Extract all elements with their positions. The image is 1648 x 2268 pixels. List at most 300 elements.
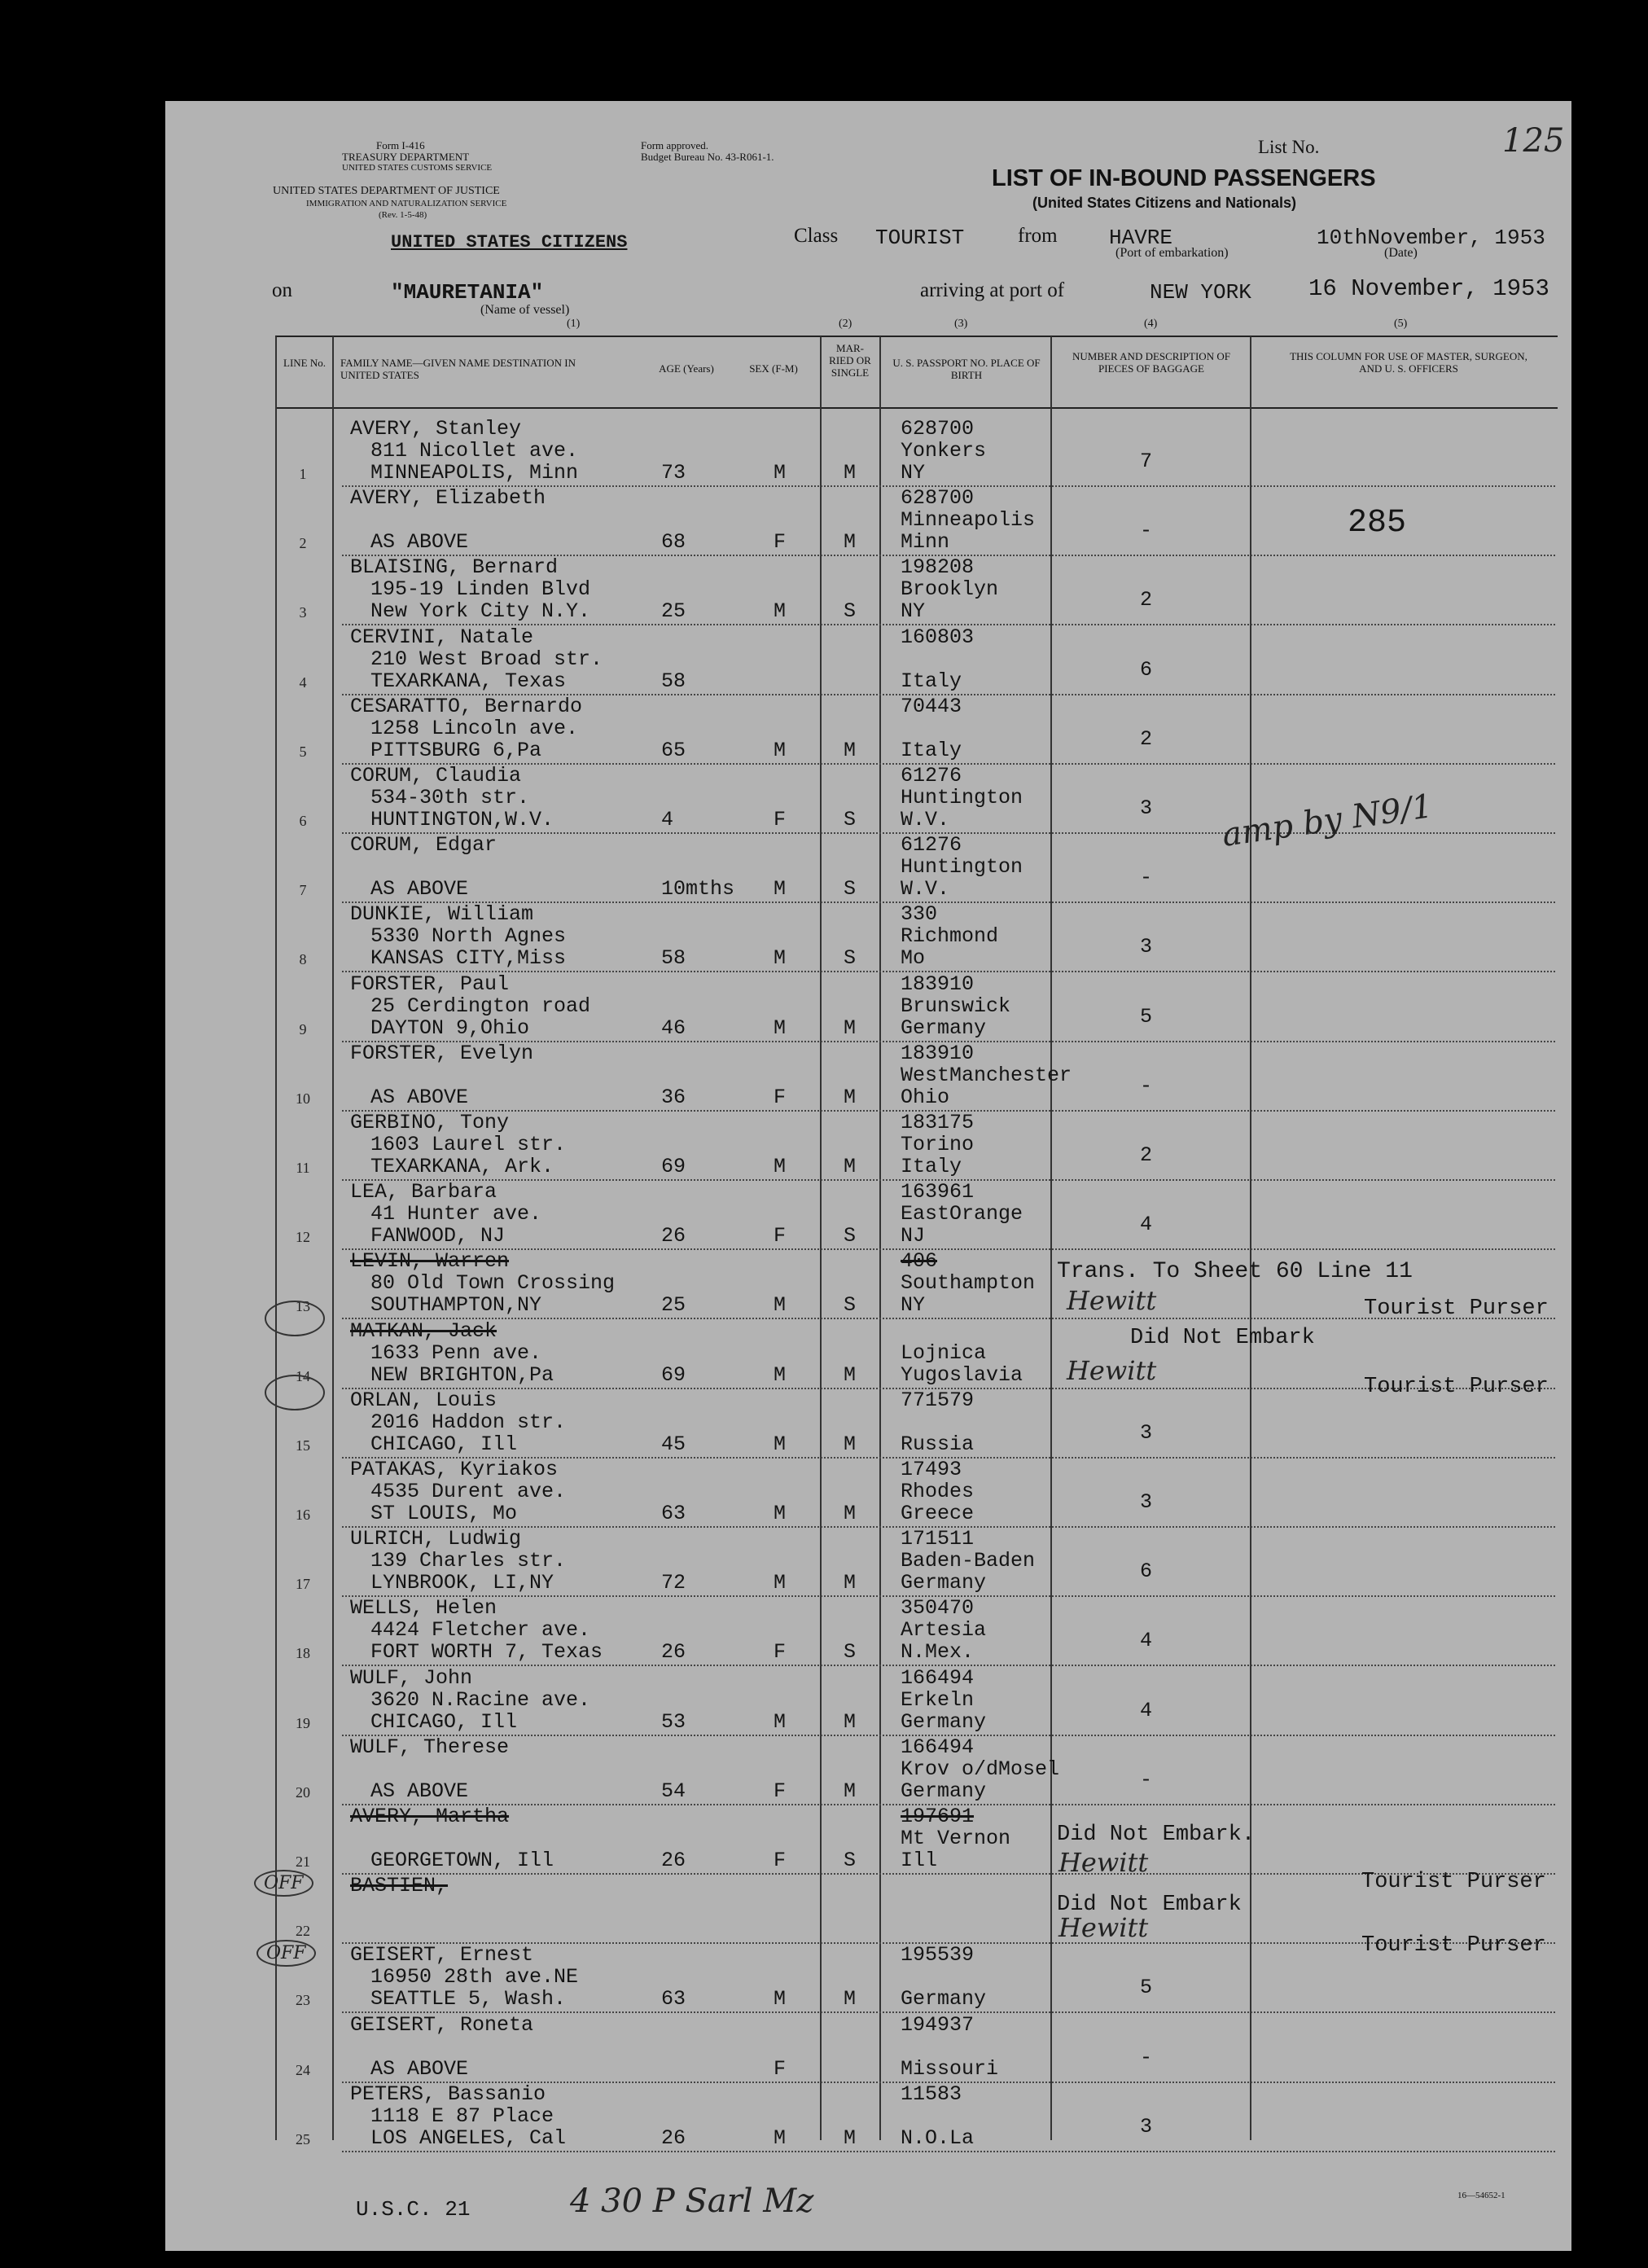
row-sex: F — [774, 1849, 787, 1872]
purser-4: Tourist Purser — [1361, 1933, 1546, 1958]
pencil-note: 4 30 P Sarl Mz — [570, 2182, 814, 2220]
row-ms: M — [844, 1987, 857, 2011]
purser-1: Tourist Purser — [1364, 1296, 1549, 1321]
row-n1: ULRICH, Ludwig — [350, 1527, 522, 1551]
row-p1: 330 — [901, 902, 938, 927]
row-p3: Mo — [901, 946, 926, 971]
row-line-no: 11 — [296, 1160, 310, 1176]
header-line-no: LINE No. — [283, 357, 326, 369]
row-sex: M — [774, 877, 787, 901]
row-n3: CHICAGO, Ill — [370, 1432, 518, 1456]
row-p3: Yugoslavia — [901, 1362, 1023, 1387]
row-p1: 197691 — [901, 1805, 975, 1828]
footer-form: U.S.C. 21 — [356, 2197, 471, 2222]
table-top-rule — [275, 336, 1558, 337]
row-p1: 194937 — [901, 2012, 975, 2037]
row-p1: 171511 — [901, 1527, 975, 1551]
row-age: 73 — [661, 461, 686, 485]
row-n2: 80 Old Town Crossing — [370, 1271, 616, 1296]
row-age: 72 — [661, 1571, 686, 1595]
row-ms: M — [844, 1571, 857, 1595]
row-n2: 3620 N.Racine ave. — [370, 1687, 591, 1712]
row-sex: M — [774, 1293, 787, 1318]
row-bag: 3 — [1140, 1490, 1153, 1514]
row-p2: Erkeln — [901, 1687, 975, 1712]
row-sex: F — [774, 1224, 787, 1248]
row-bag: 4 — [1140, 1698, 1153, 1722]
row-n1: AVERY, Stanley — [350, 417, 522, 441]
row-p3: Italy — [901, 669, 962, 693]
dept-treasury: TREASURY DEPARTMENT — [342, 151, 470, 163]
row-p2: Torino — [901, 1133, 975, 1156]
row-n1: AVERY, Elizabeth — [350, 486, 546, 511]
row-p3: Germany — [901, 1571, 987, 1595]
row-line-no: 6 — [299, 813, 307, 829]
row-n3: AS ABOVE — [370, 1085, 469, 1109]
row-line-no: 3 — [299, 604, 307, 621]
row-p3: Ohio — [901, 1085, 950, 1109]
row-age: 63 — [661, 1502, 686, 1525]
row-n3: SEATTLE 5, Wash. — [370, 1987, 567, 2011]
row-ms: M — [844, 1155, 857, 1178]
row-n1: BASTIEN, — [350, 1874, 449, 1898]
row-sex: M — [774, 1155, 787, 1178]
row-p1: 183910 — [901, 972, 975, 996]
row-p1: 166494 — [901, 1665, 975, 1690]
row-bag: - — [1140, 866, 1153, 890]
row-n3: DAYTON 9,Ohio — [370, 1016, 530, 1040]
row-bag: 2 — [1140, 726, 1153, 751]
row-age: 63 — [661, 1987, 686, 2011]
row-sex: M — [774, 2125, 787, 2150]
col-num-3: (3) — [954, 318, 968, 330]
row-bag: 5 — [1140, 1976, 1153, 2000]
row-separator — [342, 1248, 1555, 1250]
did-not-embark-3: Did Not Embark — [1057, 1893, 1242, 1917]
row-p2: Baden-Baden — [901, 1549, 1036, 1573]
row-line-no: 21 — [296, 1853, 310, 1870]
row-n2: 195-19 Linden Blvd — [370, 577, 591, 602]
row-n1: PETERS, Bassanio — [350, 2082, 546, 2106]
row-bag: 6 — [1140, 657, 1153, 682]
row-n1: CERVINI, Natale — [350, 625, 534, 649]
row-n1: CESARATTO, Bernardo — [350, 694, 583, 718]
row-n2: 4535 Durent ave. — [370, 1480, 567, 1503]
row-sex: M — [774, 1987, 787, 2011]
vessel-caption: (Name of vessel) — [480, 303, 570, 317]
row-line-no: 10 — [296, 1090, 310, 1107]
row-n1: LEVIN, Warren — [350, 1249, 510, 1274]
row-bag: 4 — [1140, 1213, 1153, 1237]
purser-2: Tourist Purser — [1364, 1375, 1549, 1399]
row-ms: M — [844, 1016, 857, 1040]
col-divider — [1250, 336, 1251, 2140]
row-line-no: 16 — [296, 1507, 310, 1523]
row-p2: Minneapolis — [901, 508, 1036, 533]
row-p2: Huntington — [901, 855, 1023, 880]
row-n2: 25 Cerdington road — [370, 994, 591, 1018]
trans-note: Trans. To Sheet 60 Line 11 — [1057, 1259, 1413, 1284]
row-line-no: 5 — [299, 743, 307, 760]
list-no-value: 125 — [1502, 122, 1565, 160]
col-divider — [332, 336, 334, 2140]
row-ms: S — [844, 599, 857, 624]
row-line-no: 25 — [296, 2130, 310, 2147]
row-line-no: 14 — [296, 1367, 310, 1384]
form-id: Form I-416 — [376, 139, 425, 151]
row-line-no: 4 — [299, 673, 307, 691]
row-p1: 163961 — [901, 1180, 975, 1204]
row-n1: BLAISING, Bernard — [350, 555, 559, 580]
row-p1: 771579 — [901, 1388, 975, 1412]
row-n3: SOUTHAMPTON,NY — [370, 1293, 542, 1318]
row-n3: AS ABOVE — [370, 1779, 469, 1803]
signature: Hewitt — [1058, 1912, 1149, 1943]
row-age: 25 — [661, 599, 686, 624]
row-age: 58 — [661, 946, 686, 971]
row-line-no: 13 — [296, 1298, 310, 1315]
from-value: HAVRE — [1109, 226, 1173, 250]
row-p3: Germany — [901, 1779, 987, 1803]
row-line-no: 17 — [296, 1576, 310, 1593]
row-n2: 210 West Broad str. — [370, 647, 603, 671]
row-n3: NEW BRIGHTON,Pa — [370, 1362, 554, 1387]
row-age: 45 — [661, 1432, 686, 1456]
row-sex: M — [774, 1571, 787, 1595]
row-n3: PITTSBURG 6,Pa — [370, 738, 542, 762]
did-not-embark-2: Did Not Embark. — [1057, 1823, 1256, 1847]
row-age: 53 — [661, 1709, 686, 1734]
row-age: 68 — [661, 530, 686, 555]
from-label: from — [1018, 225, 1058, 247]
row-ms: M — [844, 461, 857, 485]
row-sex: M — [774, 738, 787, 762]
signature: Hewitt — [1067, 1285, 1157, 1316]
row-n1: ORLAN, Louis — [350, 1388, 497, 1412]
row-p3: W.V. — [901, 877, 950, 901]
row-n1: FORSTER, Evelyn — [350, 1041, 534, 1065]
row-p2: EastOrange — [901, 1202, 1023, 1226]
row-p3: NY — [901, 461, 926, 485]
col-divider — [820, 336, 822, 2140]
row-p3: Germany — [901, 1987, 987, 2011]
row-bag: 3 — [1140, 1420, 1153, 1445]
row-line-no: 20 — [296, 1783, 310, 1801]
row-n3: KANSAS CITY,Miss — [370, 946, 567, 971]
row-sex: M — [774, 1502, 787, 1525]
row-age: 58 — [661, 669, 686, 693]
budget-bureau: Budget Bureau No. 43-R061-1. — [641, 151, 774, 163]
row-age: 46 — [661, 1016, 686, 1040]
class-label: Class — [794, 225, 839, 247]
row-bag: 3 — [1140, 935, 1153, 959]
row-age: 54 — [661, 1779, 686, 1803]
dept-justice: UNITED STATES DEPARTMENT OF JUSTICE — [273, 185, 500, 197]
row-p1: 628700 — [901, 417, 975, 441]
row-p1: 166494 — [901, 1735, 975, 1759]
row-n2: 1258 Lincoln ave. — [370, 716, 579, 740]
row-p1: 406 — [901, 1249, 938, 1274]
row-n1: FORSTER, Paul — [350, 972, 510, 996]
row-n1: LEA, Barbara — [350, 1180, 497, 1204]
row-bag: - — [1140, 2045, 1153, 2069]
form-approved: Form approved. — [641, 139, 709, 151]
row-ms: M — [844, 1362, 857, 1387]
row-p1: 11583 — [901, 2082, 962, 2106]
signature: Hewitt — [1067, 1355, 1157, 1386]
row-line-no: 19 — [296, 1714, 310, 1731]
row-sex: F — [774, 2056, 787, 2081]
row-age: 65 — [661, 738, 686, 762]
row-n2: 5330 North Agnes — [370, 924, 567, 949]
row-p2: Huntington — [901, 786, 1023, 809]
page-title: LIST OF IN-BOUND PASSENGERS — [992, 165, 1376, 191]
row-p2: Rhodes — [901, 1480, 975, 1503]
arriving-port: NEW YORK — [1150, 280, 1251, 305]
row-p1: 61276 — [901, 764, 962, 787]
row-age: 25 — [661, 1293, 686, 1318]
row-n1: AVERY, Martha — [350, 1805, 510, 1828]
off-mark-1: OFF — [254, 1870, 313, 1897]
row-n1: WULF, John — [350, 1665, 473, 1690]
row-p2: Lojnica — [901, 1340, 987, 1365]
purser-3: Tourist Purser — [1361, 1870, 1546, 1894]
row-n2: 41 Hunter ave. — [370, 1202, 542, 1226]
row-n3: AS ABOVE — [370, 2056, 469, 2081]
row-ms: M — [844, 1085, 857, 1109]
row-separator — [342, 2151, 1555, 2152]
row-p1: 70443 — [901, 694, 962, 718]
row-ms: S — [844, 1640, 857, 1665]
row-p3: Russia — [901, 1432, 975, 1456]
row-sex: M — [774, 1362, 787, 1387]
row-bag: 3 — [1140, 796, 1153, 820]
row-line-no: 7 — [299, 882, 307, 899]
row-bag: - — [1140, 1767, 1153, 1792]
row-sex: F — [774, 1640, 787, 1665]
header-bottom-rule — [275, 407, 1558, 409]
row-sex: M — [774, 461, 787, 485]
row-age: 36 — [661, 1085, 686, 1109]
row-p3: Minn — [901, 530, 950, 555]
row-p3: NJ — [901, 1224, 926, 1248]
on-label: on — [272, 279, 292, 301]
row-line-no: 18 — [296, 1645, 310, 1662]
header-married: MAR-RIED OR SINGLE — [829, 342, 871, 379]
row-bag: 5 — [1140, 1004, 1153, 1029]
dept-ins: IMMIGRATION AND NATURALIZATION SERVICE — [306, 199, 507, 208]
col-divider — [1050, 336, 1052, 2140]
row-bag: 6 — [1140, 1560, 1153, 1584]
row-line-no: 15 — [296, 1437, 310, 1454]
did-not-embark-1: Did Not Embark — [1130, 1326, 1315, 1350]
row-n3: MINNEAPOLIS, Minn — [370, 461, 579, 485]
row-n2: 534-30th str. — [370, 786, 530, 809]
row-bag: 4 — [1140, 1629, 1153, 1653]
row-bag: 2 — [1140, 588, 1153, 612]
date-caption: (Date) — [1384, 246, 1418, 260]
row-p3: NY — [901, 599, 926, 624]
row-ms: M — [844, 1779, 857, 1803]
row-p2: Artesia — [901, 1618, 987, 1643]
row-ms: M — [844, 1502, 857, 1525]
col-num-2: (2) — [839, 318, 852, 330]
list-no-label: List No. — [1258, 137, 1320, 157]
row-p3: N.Mex. — [901, 1640, 975, 1665]
signature: Hewitt — [1058, 1847, 1149, 1878]
row-n3: AS ABOVE — [370, 877, 469, 901]
row-ms: S — [844, 808, 857, 831]
row-p3: Italy — [901, 1155, 962, 1178]
row-p1: 17493 — [901, 1458, 962, 1481]
row-bag: 2 — [1140, 1143, 1153, 1167]
row-age: 10mths — [661, 877, 735, 901]
row-ms: M — [844, 738, 857, 762]
row-ms: S — [844, 946, 857, 971]
circle-mark — [265, 1301, 325, 1336]
row-sex: F — [774, 1779, 787, 1803]
row-sex: M — [774, 1709, 787, 1734]
row-sex: F — [774, 530, 787, 555]
row-n1: GEISERT, Roneta — [350, 2012, 534, 2037]
page-subtitle: (United States Citizens and Nationals) — [1032, 195, 1297, 211]
row-age: 26 — [661, 2125, 686, 2150]
row-n3: ST LOUIS, Mo — [370, 1502, 518, 1525]
row-ms: M — [844, 1432, 857, 1456]
row-ms: S — [844, 1849, 857, 1872]
row-p2: Brooklyn — [901, 577, 999, 602]
departure-date: 10thNovember, 1953 — [1317, 226, 1545, 250]
row-line-no: 8 — [299, 951, 307, 968]
row-n1: GEISERT, Ernest — [350, 1943, 534, 1968]
row-n3: AS ABOVE — [370, 530, 469, 555]
row-p1: 198208 — [901, 555, 975, 580]
row-p2: WestManchester — [901, 1063, 1072, 1087]
footer-code: 16—54652-1 — [1457, 2191, 1506, 2200]
row-p1: 628700 — [901, 486, 975, 511]
row-sex: F — [774, 808, 787, 831]
header-age: AGE (Years) — [659, 362, 714, 375]
header-sex: SEX (F-M) — [749, 362, 798, 375]
row-p1: 350470 — [901, 1596, 975, 1621]
circle-mark — [265, 1375, 325, 1410]
row-n2: 2016 Haddon str. — [370, 1410, 567, 1434]
class-value: TOURIST — [875, 226, 965, 250]
row-sex: M — [774, 599, 787, 624]
row-line-no: 24 — [296, 2061, 310, 2078]
row-sex: M — [774, 946, 787, 971]
row-bag: 7 — [1140, 450, 1153, 473]
amp-note: amp by N9/1 — [1220, 787, 1435, 854]
col-num-4: (4) — [1144, 318, 1158, 330]
row-n3: FANWOOD, NJ — [370, 1224, 506, 1248]
row-n3: GEORGETOWN, Ill — [370, 1849, 554, 1872]
row-age: 69 — [661, 1155, 686, 1178]
header-passport: U. S. PASSPORT NO. PLACE OF BIRTH — [892, 357, 1041, 381]
row-n2: 139 Charles str. — [370, 1549, 567, 1573]
row-p1: 183910 — [901, 1041, 975, 1065]
vessel-name: "MAURETANIA" — [391, 280, 544, 305]
row-n3: FORT WORTH 7, Texas — [370, 1640, 603, 1665]
row-p2: Mt Vernon — [901, 1827, 1011, 1850]
row-p3: Germany — [901, 1016, 987, 1040]
row-age: 26 — [661, 1224, 686, 1248]
form-revision: (Rev. 1-5-48) — [379, 210, 427, 220]
row-n1: CORUM, Claudia — [350, 764, 522, 787]
row-n3: TEXARKANA, Texas — [370, 669, 567, 693]
row-n3: LOS ANGELES, Cal — [370, 2125, 567, 2150]
row-n3: CHICAGO, Ill — [370, 1709, 518, 1734]
row-ms: M — [844, 530, 857, 555]
col-num-1: (1) — [567, 318, 581, 330]
row-p3: Italy — [901, 738, 962, 762]
arriving-label: arriving at port of — [920, 279, 1065, 301]
row-p3: NY — [901, 1293, 926, 1318]
row-n2: 4424 Fletcher ave. — [370, 1618, 591, 1643]
count-note: 285 — [1348, 505, 1407, 542]
row-n3: LYNBROOK, LI,NY — [370, 1571, 554, 1595]
row-p1: 160803 — [901, 625, 975, 649]
row-age: 69 — [661, 1362, 686, 1387]
row-line-no: 22 — [296, 1923, 310, 1940]
row-p3: Greece — [901, 1502, 975, 1525]
row-n3: TEXARKANA, Ark. — [370, 1155, 554, 1178]
row-p2: Southampton — [901, 1271, 1036, 1296]
row-n1: GERBINO, Tony — [350, 1111, 510, 1134]
row-n1: WELLS, Helen — [350, 1596, 497, 1621]
row-n2: 1118 E 87 Place — [370, 2103, 554, 2128]
row-p3: Germany — [901, 1709, 987, 1734]
row-p2: Brunswick — [901, 994, 1011, 1018]
row-line-no: 1 — [299, 466, 307, 482]
row-p3: Missouri — [901, 2056, 999, 2081]
row-n1: WULF, Therese — [350, 1735, 510, 1759]
row-n2: 811 Nicollet ave. — [370, 439, 579, 463]
row-line-no: 9 — [299, 1020, 307, 1037]
row-ms: S — [844, 1293, 857, 1318]
row-ms: M — [844, 1709, 857, 1734]
row-n1: PATAKAS, Kyriakos — [350, 1458, 559, 1481]
row-line-no: 23 — [296, 1992, 310, 2009]
row-bag: - — [1140, 519, 1153, 543]
header-name: FAMILY NAME—GIVEN NAME DESTINATION IN UNITED STATES — [340, 357, 576, 381]
row-ms: S — [844, 877, 857, 901]
row-n2: 16950 28th ave.NE — [370, 1965, 579, 1989]
row-sex: F — [774, 1085, 787, 1109]
off-mark-2: OFF — [256, 1940, 316, 1967]
row-ms: S — [844, 1224, 857, 1248]
dept-customs: UNITED STATES CUSTOMS SERVICE — [342, 163, 493, 173]
citizens-heading: UNITED STATES CITIZENS — [391, 232, 628, 252]
row-p1: 183175 — [901, 1111, 975, 1134]
row-n3: New York City N.Y. — [370, 599, 591, 624]
row-age: 26 — [661, 1640, 686, 1665]
row-p3: N.O.La — [901, 2125, 975, 2150]
row-line-no: 12 — [296, 1229, 310, 1246]
row-n1: MATKAN, Jack — [350, 1318, 497, 1343]
col-num-5: (5) — [1394, 318, 1408, 330]
row-p3: Ill — [901, 1849, 938, 1872]
row-p2: Richmond — [901, 924, 999, 949]
col-divider — [879, 336, 881, 2140]
row-n1: CORUM, Edgar — [350, 833, 497, 858]
row-n2: 1603 Laurel str. — [370, 1133, 567, 1156]
arrival-date: 16 November, 1953 — [1308, 275, 1549, 302]
port-caption: (Port of embarkation) — [1115, 246, 1229, 260]
row-age: 26 — [661, 1849, 686, 1872]
row-ms: M — [844, 2125, 857, 2150]
row-age: 4 — [661, 808, 674, 831]
